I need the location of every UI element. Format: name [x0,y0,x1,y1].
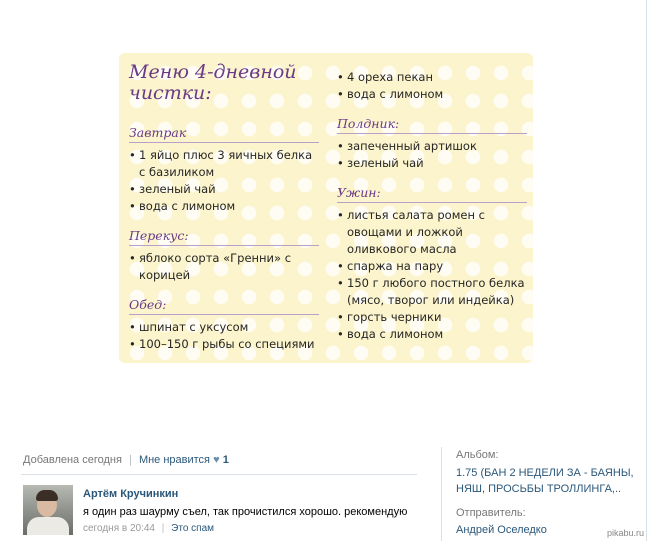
sender-label: Отправитель: [456,507,526,519]
comments-divider [21,474,417,475]
comment-text: я один раз шаурму съел, так прочистился хорошо. рекомендую [83,506,408,518]
like-button[interactable]: Мне нравится [138,454,211,466]
list-item: • зеленый чай [129,181,319,198]
lunch-heading: Обед: [129,296,319,315]
breakfast-heading: Завтрак [129,124,319,143]
meta-separator: | [129,454,132,466]
list-item: • горсть черники [337,309,527,326]
list-item: • спаржа на пару [337,258,527,275]
comment-author[interactable]: Артём Кручинкин [83,488,179,500]
list-item: • 150 г любого постного белка (мясо, творог или индейка) [337,275,527,309]
list-item: • вода с лимоном [337,326,527,343]
comment-footer [83,523,214,534]
list-item: • вода с лимоном [337,86,527,103]
list-item: • шпинат с уксусом [129,319,319,336]
recipe-photo[interactable] [119,53,533,363]
list-item: • 4 ореха пекан [337,69,527,86]
list-item: • листья салата ромен с овощами и ложкой оливкового масла [337,207,527,258]
album-label: Альбом: [456,449,499,461]
recipe-right-column [337,69,527,343]
list-item: • 1 яйцо плюс 3 яичных белка с базиликом [129,147,319,181]
recipe-title: Меню 4-дневной чистки: [129,61,297,104]
list-item: • запеченный артишок [337,138,527,155]
list-item: • яблоко сорта «Гренни» с корицей [129,250,319,284]
heart-icon[interactable]: ♥ [213,454,220,466]
sidebar-divider [441,447,442,541]
page-border [646,0,647,541]
watermark: pikabu.ru [607,528,645,538]
list-item: • 100–150 г рыбы со специями [129,336,319,353]
photo-meta [23,454,229,466]
report-spam-link[interactable]: Это спам [171,523,215,534]
comment-separator: | [161,523,165,534]
afternoon-snack-heading: Полдник: [337,115,527,134]
comment-time[interactable]: сегодня в 20:44 [83,523,155,534]
like-count[interactable]: 1 [222,454,229,466]
added-date: Добавлена сегодня [23,454,122,466]
list-item: • вода с лимоном [129,198,319,215]
dinner-heading: Ужин: [337,184,527,203]
avatar[interactable] [23,485,73,535]
snack-heading: Перекус: [129,227,319,246]
album-link[interactable]: 1.75 (БАН 2 НЕДЕЛИ ЗА - БАЯНЫ, НЯШ, ПРОСЬБЫ ТРОЛЛИНГА,.. [456,467,634,495]
sender-link[interactable]: Андрей Оселедко [456,524,547,536]
recipe-left-column [129,53,319,353]
list-item: • зеленый чай [337,155,527,172]
